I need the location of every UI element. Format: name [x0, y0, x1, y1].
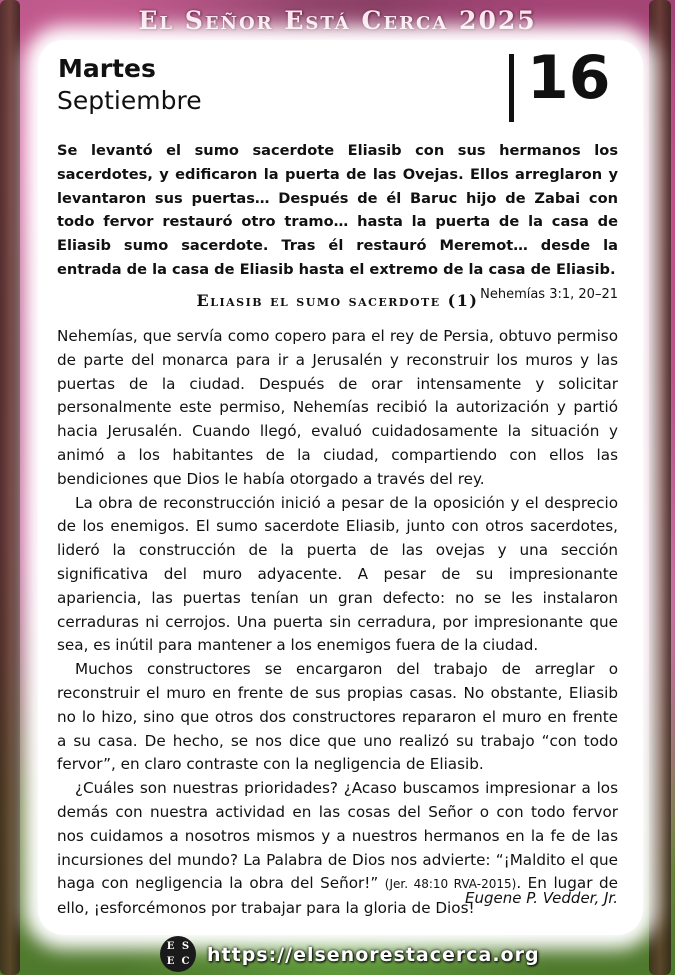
month: Septiembre: [57, 86, 202, 115]
paragraph: Nehemías, que servía como copero para el rey de Persia, obtuvo permiso de parte del monarca para ir a Jerusalén y reconstruir los muros y las puertas de la ciudad. Después de orar intensamente y solicitar personalmente este permiso, Nehemías recibió la autorización y partió hacia Jerusalén. Cuando llegó, evaluó cuidadosamente la situación y animó a los habitantes de la ciudad, compartiendo con ellos las bendiciones que Dios le había otorgado a través del rey.: [57, 327, 618, 488]
logo-letter: E: [166, 956, 175, 967]
logo-letter: C: [181, 956, 190, 967]
tree-trunk-right: [649, 0, 671, 975]
bible-citation: (Jer. 48:10 RVA-2015): [384, 877, 517, 892]
paragraph: Muchos constructores se encargaron del trabajo de arreglar o reconstruir el muro en frente de sus propias casas. No obstante, Eliasib no lo hizo, sino que otros dos constructores repararon el muro en frente a su casa. De hecho, se nos dice que uno realizó su trabajo “con todo fervor”, en claro contraste con la negligencia de Eliasib.: [57, 660, 618, 774]
paragraph: La obra de reconstrucción inició a pesar de la oposición y el desprecio de los enemigos. El sumo sacerdote Eliasib, junto con otros sacerdotes, lideró la construcción de la puerta de las ovejas y una sección significativa del muro adyacente. A pesar de su impresionante apariencia, las puertas tenían un gran defecto: no se les instalaron cerraduras ni cerrojos. Una puerta sin cerradura, por impresionante que sea, es inútil para mantener a los enemigos fuera de la ciudad.: [57, 493, 618, 655]
logo-letter: S: [181, 941, 190, 952]
logo-letter: E: [166, 941, 175, 952]
article-body: [57, 325, 618, 921]
scripture-verse: [57, 139, 618, 307]
paragraph-text: ¿Cuáles son nuestras prioridades? ¿Acaso buscamos impresionar a los demás con nuestra actividad en las cosas del Señor o con todo fervor nos cuidamos a nosotros mismos y a nuestros hermanos en la fe de las incursiones del mundo? La Palabra de Dios nos advierte: “¡Maldito el que haga con negligencia la obra del Señor!”: [57, 779, 618, 893]
verse-text: Se levantó el sumo sacerdote Eliasib con sus hermanos los sacerdotes, y edificaron la puerta de las Ovejas. Ellos arreglaron y levantaron sus puertas… Después de él Baruc hijo de Zabai con todo fervor restauró otro tramo… hasta la puerta de la casa de Eliasib sumo sacerdote. Tras él restauró Meremot… desde la entrada de la casa de Eliasib hasta el extremo de la casa de Eliasib.: [57, 142, 618, 278]
website-link[interactable]: https://elsenorestacerca.org: [207, 944, 540, 966]
author-signature: Eugene P. Vedder, Jr.: [465, 889, 618, 907]
paragraph-text-end: . En lugar de ello, ¡esforcémonos por trabajar para la gloria de Dios!: [57, 874, 619, 918]
tree-trunk-left: [0, 0, 20, 975]
book-title: El Señor Está Cerca 2025: [138, 6, 537, 35]
weekday: Martes: [58, 54, 156, 83]
day-number: 16: [527, 43, 611, 113]
article-title: Eliasib el sumo sacerdote (1): [196, 291, 479, 310]
date-divider: [509, 54, 514, 122]
verse-reference: Nehemías 3:1, 20–21: [480, 286, 618, 302]
publisher-logo: [160, 936, 196, 972]
